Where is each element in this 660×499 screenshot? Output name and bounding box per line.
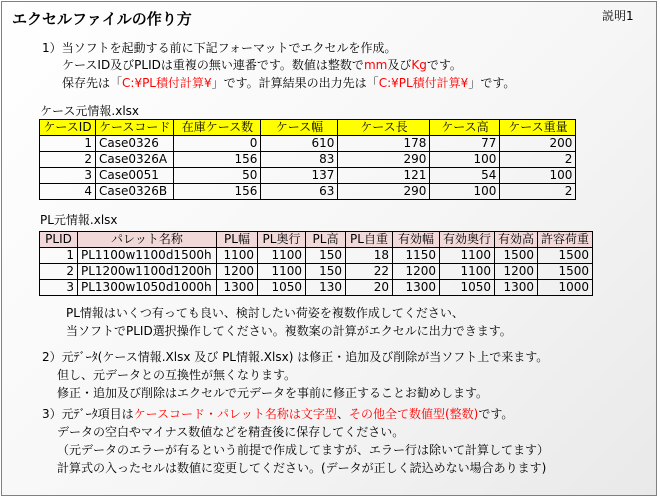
cell: 2: [500, 184, 576, 200]
text-type-note: ケースコード・パレット名称は文字型: [133, 407, 337, 421]
unit-kg: Kg: [411, 58, 427, 72]
cell: 1100: [440, 264, 495, 280]
pl-col-header: PL奥行: [258, 232, 306, 248]
cell: 3: [40, 168, 96, 184]
case-table: [39, 119, 576, 200]
section1-line2-text: ケースID及びPLIDは重複の無い連番です。数値は整数で: [62, 58, 364, 72]
cell: 2: [40, 152, 96, 168]
explanation-panel: [1, 1, 657, 496]
cell: 2: [40, 264, 78, 280]
section1-line2-end: です。: [426, 58, 462, 72]
case-col-header: ケース高: [430, 120, 500, 136]
cell: 22: [346, 264, 393, 280]
section3-line3: （元データのエラーが有るという前提で作成してますが、エラー行は除いて計算してます）: [57, 443, 550, 457]
cell: 150: [306, 248, 346, 264]
numeric-type-note: その他全て数値型(整数): [348, 407, 479, 421]
cell: 1150: [393, 248, 440, 264]
cell: 0: [174, 136, 261, 152]
cell: 3: [40, 280, 78, 296]
cell: 83: [261, 152, 338, 168]
table-row: [40, 136, 576, 152]
cell: 1100: [440, 248, 495, 264]
section1-line2: [62, 56, 462, 73]
table-row: [40, 264, 593, 280]
section3-line1-comma: 、: [336, 407, 349, 421]
cell: 100: [430, 184, 500, 200]
cell: 200: [500, 136, 576, 152]
cell: 1200: [393, 264, 440, 280]
cell: 18: [346, 248, 393, 264]
section1-line3: [62, 74, 515, 91]
cell: 1300: [217, 280, 258, 296]
pl-col-header: PLID: [40, 232, 78, 248]
cell: Case0326A: [96, 152, 174, 168]
section3-line4: 計算式の入ったセルは数値に変更してください。(データが正しく読込めない場合あります): [57, 461, 547, 475]
cell: 1500: [495, 248, 538, 264]
section1-line2-and: 及び: [387, 58, 412, 72]
table-row: [40, 168, 576, 184]
cell: 150: [306, 264, 346, 280]
section2-line3: 修正・追加及び削除はエクセルで元データを事前に修正することお勧めします。: [57, 386, 489, 400]
page-title: エクセルファイルの作り方: [12, 10, 192, 28]
case-table-header-row: [40, 120, 576, 136]
cell: 1000: [538, 280, 593, 296]
table-row: [40, 248, 593, 264]
cell: 63: [261, 184, 338, 200]
cell: 2: [500, 152, 576, 168]
section3-line1: [42, 405, 513, 422]
notes1-line1: PL情報はいくつ有っても良い、検討したい荷姿を複数作成してください、: [66, 306, 464, 320]
cell: PL1300w1050d1000h: [78, 280, 217, 296]
case-col-header: ケース長: [338, 120, 430, 136]
cell: 1200: [495, 264, 538, 280]
pl-col-header: 有効高: [495, 232, 538, 248]
pl-col-header: 有効幅: [393, 232, 440, 248]
cell: 1050: [258, 280, 306, 296]
cell: 1500: [538, 248, 593, 264]
cell: 1500: [538, 264, 593, 280]
cell: 54: [430, 168, 500, 184]
cell: 1300: [393, 280, 440, 296]
cell: Case0051: [96, 168, 174, 184]
case-table-caption: ケース元情報.xlsx: [40, 104, 140, 118]
cell: 1050: [440, 280, 495, 296]
cell: 1300: [495, 280, 538, 296]
page-number-label: 説明1: [602, 9, 634, 23]
cell: 20: [346, 280, 393, 296]
section3-line2: データの空白やマイナス数値などを精査後に保存してください。: [57, 425, 405, 439]
cell: 137: [261, 168, 338, 184]
output-path: C:¥PL積付計算¥: [378, 76, 469, 90]
section1-line3-text: 保存先は「: [62, 76, 123, 90]
section2-line1: 2）元ﾃﾞｰﾀ(ケース情報.Xlsx 及び PL情報.Xlsx) は修正・追加及び削除が当ソフト上で来ます。: [42, 350, 549, 364]
cell: PL1200w1100d1200h: [78, 264, 217, 280]
pl-col-header: 有効奥行: [440, 232, 495, 248]
cell: 178: [338, 136, 430, 152]
cell: PL1100w1100d1500h: [78, 248, 217, 264]
section1-line3-mid: 」です。計算結果の出力先は「: [211, 76, 379, 90]
unit-mm: mm: [363, 58, 388, 72]
notes1-line2: 当ソフトでPLID選択操作してください。複数案の計算がエクセルに出力できます。: [66, 324, 512, 338]
case-col-header: ケース重量: [500, 120, 576, 136]
pl-table-caption: PL元情報.xlsx: [40, 213, 118, 227]
cell: 290: [338, 152, 430, 168]
pl-col-header: PL幅: [217, 232, 258, 248]
cell: 100: [500, 168, 576, 184]
section1-line3-end: 」です。: [468, 76, 516, 90]
table-row: [40, 184, 576, 200]
section1-line1: 1）当ソフトを起動する前に下記フォーマットでエクセルを作成。: [42, 41, 397, 55]
case-col-header: 在庫ケース数: [174, 120, 261, 136]
cell: 1: [40, 136, 96, 152]
cell: 1200: [217, 264, 258, 280]
cell: 1100: [258, 248, 306, 264]
cell: 290: [338, 184, 430, 200]
case-col-header: ケースID: [40, 120, 96, 136]
pl-col-header: PL自重: [346, 232, 393, 248]
table-row: [40, 152, 576, 168]
save-path: C:¥PL積付計算¥: [122, 76, 212, 90]
cell: 130: [306, 280, 346, 296]
pl-col-header: PL高: [306, 232, 346, 248]
cell: 50: [174, 168, 261, 184]
cell: 156: [174, 184, 261, 200]
section3-line1-text: 3）元ﾃﾞｰﾀ項目は: [42, 407, 134, 421]
cell: 1100: [258, 264, 306, 280]
cell: Case0326: [96, 136, 174, 152]
cell: 1: [40, 248, 78, 264]
pl-table: [39, 231, 593, 296]
pl-table-header-row: [40, 232, 593, 248]
case-col-header: ケース幅: [261, 120, 338, 136]
section2-line2: 但し、元データとの互換性が無くなります。: [57, 368, 297, 382]
cell: 100: [430, 152, 500, 168]
cell: 1100: [217, 248, 258, 264]
case-col-header: ケースコード: [96, 120, 174, 136]
cell: 4: [40, 184, 96, 200]
cell: 77: [430, 136, 500, 152]
pl-col-header: 許容荷重: [538, 232, 593, 248]
section3-line1-end: です。: [478, 407, 514, 421]
table-row: [40, 280, 593, 296]
cell: Case0326B: [96, 184, 174, 200]
pl-col-header: パレット名称: [78, 232, 217, 248]
cell: 610: [261, 136, 338, 152]
cell: 156: [174, 152, 261, 168]
cell: 121: [338, 168, 430, 184]
